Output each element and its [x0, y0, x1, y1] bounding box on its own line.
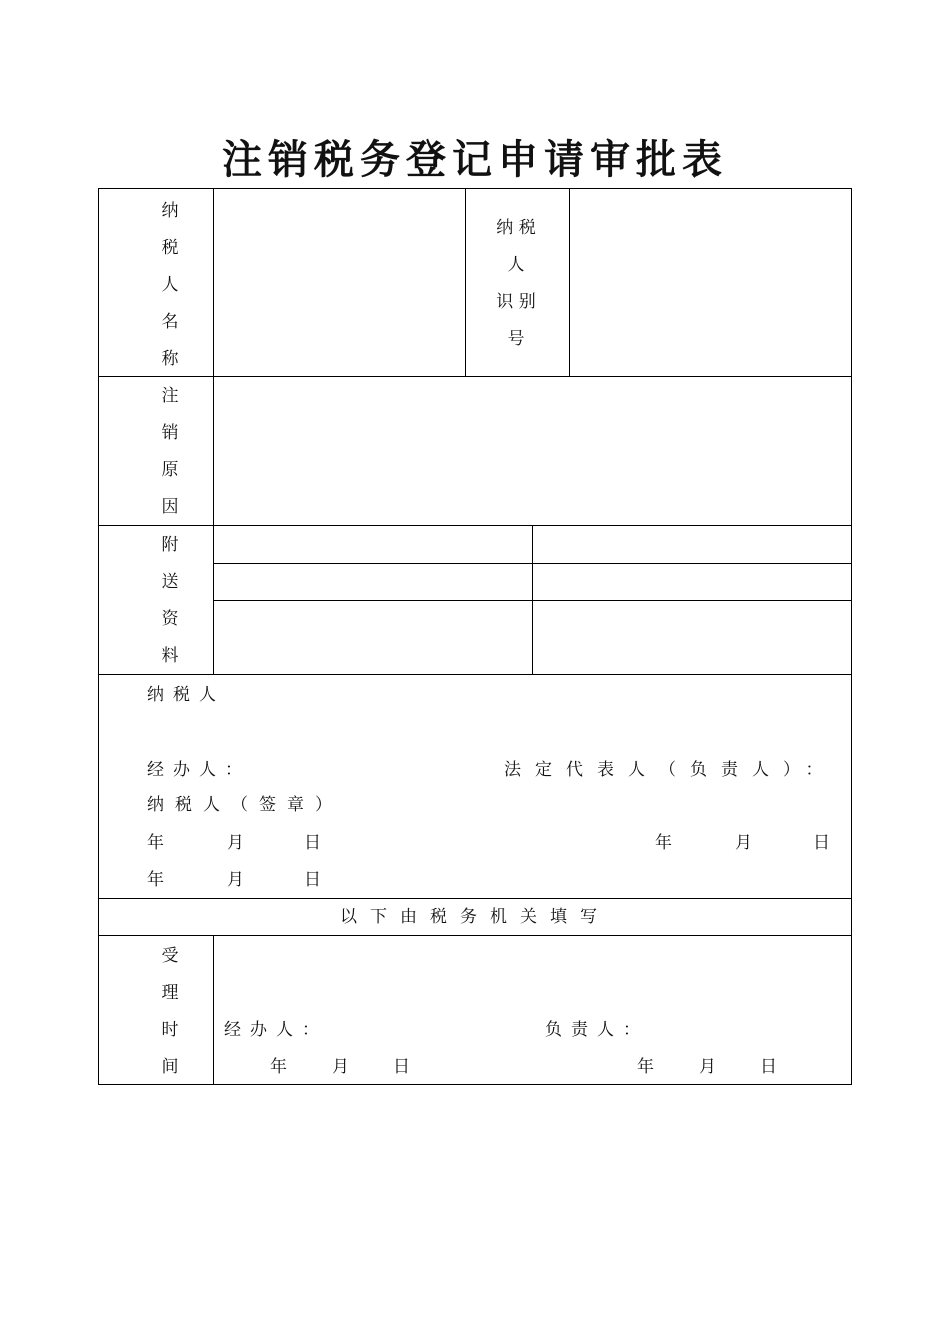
date-month: 月	[332, 1057, 349, 1077]
cell-divider	[465, 188, 466, 376]
acceptance-time-label: 受 理 时 间	[161, 946, 179, 1077]
date-month: 月	[227, 833, 244, 853]
handler-label: 经办人：	[147, 760, 251, 780]
label-column-divider	[213, 935, 214, 1085]
date-year: 年	[270, 1057, 287, 1077]
date-month: 月	[699, 1057, 716, 1077]
taxpayer-id-field[interactable]	[570, 189, 851, 376]
page-title: 注销税务登记申请审批表	[222, 137, 728, 183]
border-right	[851, 188, 852, 1085]
border-left	[98, 188, 99, 1085]
taxpayer-name-field[interactable]	[214, 189, 465, 376]
attachment-field[interactable]	[533, 564, 851, 600]
date-year: 年	[637, 1057, 654, 1077]
date-day: 日	[304, 870, 321, 890]
date-month: 月	[227, 870, 244, 890]
legal-representative-label: 法定代表人（负责人）：	[504, 760, 837, 780]
date-month: 月	[735, 833, 752, 853]
date-year: 年	[147, 833, 164, 853]
date-day: 日	[760, 1057, 777, 1077]
application-form-table	[98, 188, 852, 1085]
row-divider	[98, 935, 852, 936]
date-day: 日	[813, 833, 830, 853]
row-divider	[98, 898, 852, 899]
attachment-field[interactable]	[214, 526, 532, 563]
cancel-reason-field[interactable]	[214, 377, 851, 525]
date-day: 日	[304, 833, 321, 853]
taxpayer-heading: 纳税人	[147, 685, 225, 705]
date-year: 年	[147, 870, 164, 890]
cancel-reason-label: 注 销 原 因	[161, 386, 179, 517]
border-bottom	[98, 1084, 852, 1085]
attachment-field[interactable]	[533, 526, 851, 563]
acceptance-handler-label: 经办人：	[224, 1020, 328, 1040]
attachments-label: 附 送 资 料	[161, 535, 179, 666]
attachment-field[interactable]	[214, 564, 532, 600]
acceptance-responsible-label: 负责人：	[545, 1020, 649, 1040]
tax-authority-section-heading: 以下由税务机关填写	[340, 907, 610, 927]
taxpayer-name-label: 纳 税 人 名 称	[161, 201, 179, 369]
date-day: 日	[393, 1057, 410, 1077]
attachment-field[interactable]	[214, 601, 532, 674]
taxpayer-seal-label: 纳税人（签章）	[147, 795, 343, 815]
date-year: 年	[655, 833, 672, 853]
row-divider	[98, 674, 852, 675]
attachment-field[interactable]	[533, 601, 851, 674]
taxpayer-id-label: 纳 税 人 识 别 号	[496, 218, 536, 349]
